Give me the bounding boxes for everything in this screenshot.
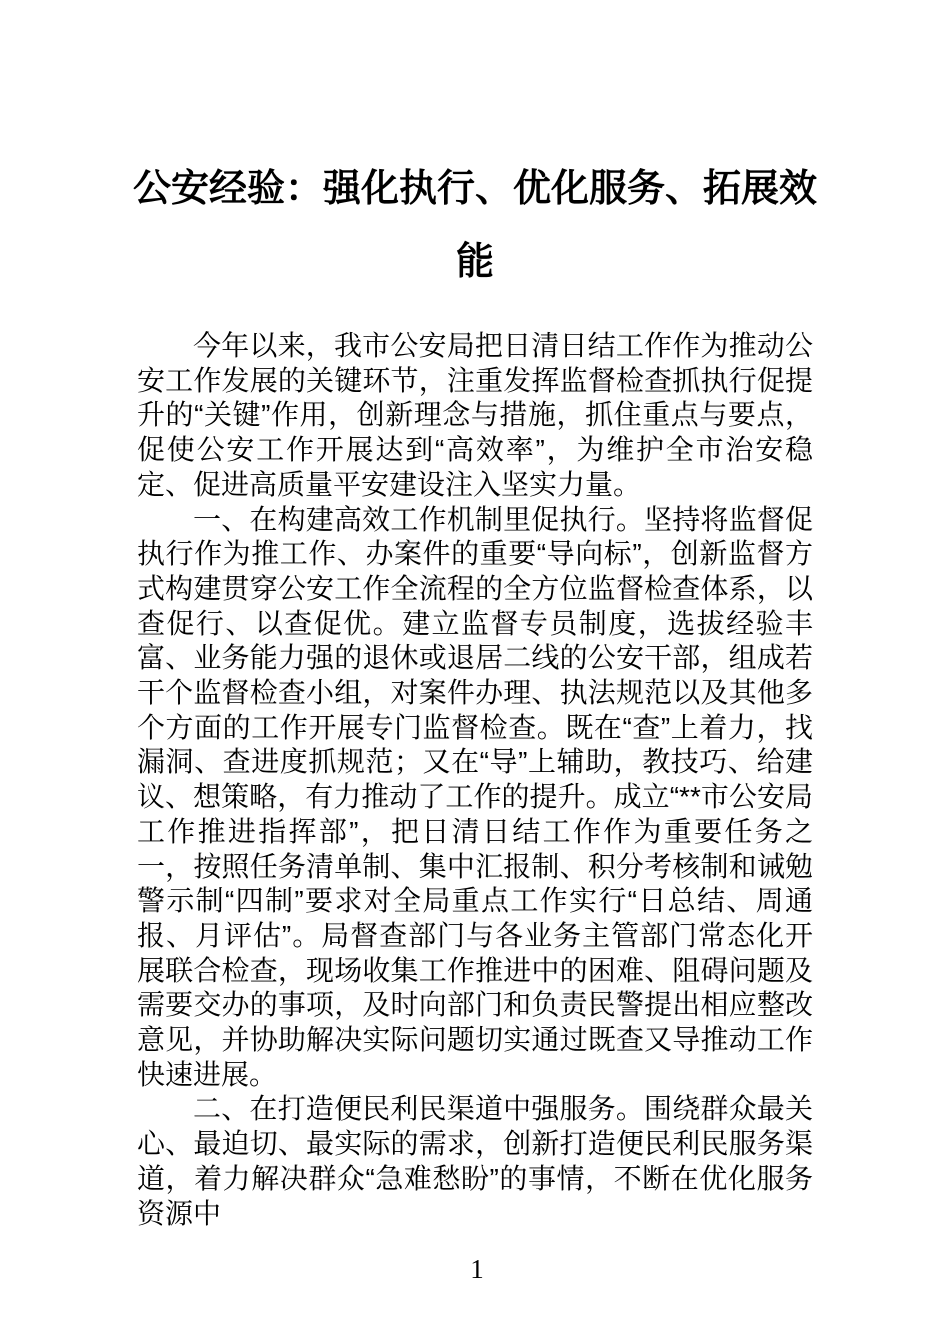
paragraph-section-one: 一、在构建高效工作机制里促执行。坚持将监督促执行作为推工作、办案件的重要“导向标”，创新监督方式构建贯穿公安工作全流程的全方位监督检查体系，以查促行、以查促优。建立监督专员制度，选拔经验丰富、业务能力强的退休或退居二线的公安干部，组成若干个监督检查小组，对案件办理、执法规范以及其他多个方面的工作开展专门监督检查。既在“查”上着力，找漏洞、查进度抓规范；又在“导”上辅助，教技巧、给建议、想策略，有力推动了工作的提升。成立“**市公安局工作推进指挥部”，把日清日结工作作为重要任务之一，按照任务清单制、集中汇报制、积分考核制和诫勉警示制“四制”要求对全局重点工作实行“日总结、周通报、月评估”。局督查部门与各业务主管部门常态化开展联合检查，现场收集工作推进中的困难、阻碍问题及需要交办的事项，及时向部门和负责民警提出相应整改意见，并协助解决实际问题切实通过既查又导推动工作快速进展。 bbox=[137, 503, 813, 1090]
title-line-1: 公安经验：强化执行、优化服务、拓展效 bbox=[132, 168, 817, 210]
paragraph-section-two: 二、在打造便民利民渠道中强服务。围绕群众最关心、最迫切、最实际的需求，创新打造便民利民服务渠道，着力解决群众“急难愁盼”的事情，不断在优化服务资源中 bbox=[137, 1093, 813, 1229]
document-body bbox=[137, 329, 813, 1231]
document-title bbox=[0, 153, 950, 299]
paragraph-intro: 今年以来，我市公安局把日清日结工作作为推动公安工作发展的关键环节，注重发挥监督检查抓执行促提升的“关键”作用，创新理念与措施，抓住重点与要点，促使公安工作开展达到“高效率”，为维护全市治安稳定、促进高质量平安建设注入坚实力量。 bbox=[137, 330, 813, 500]
page-number: 1 bbox=[470, 1254, 484, 1285]
title-line-2: 能 bbox=[455, 241, 494, 283]
